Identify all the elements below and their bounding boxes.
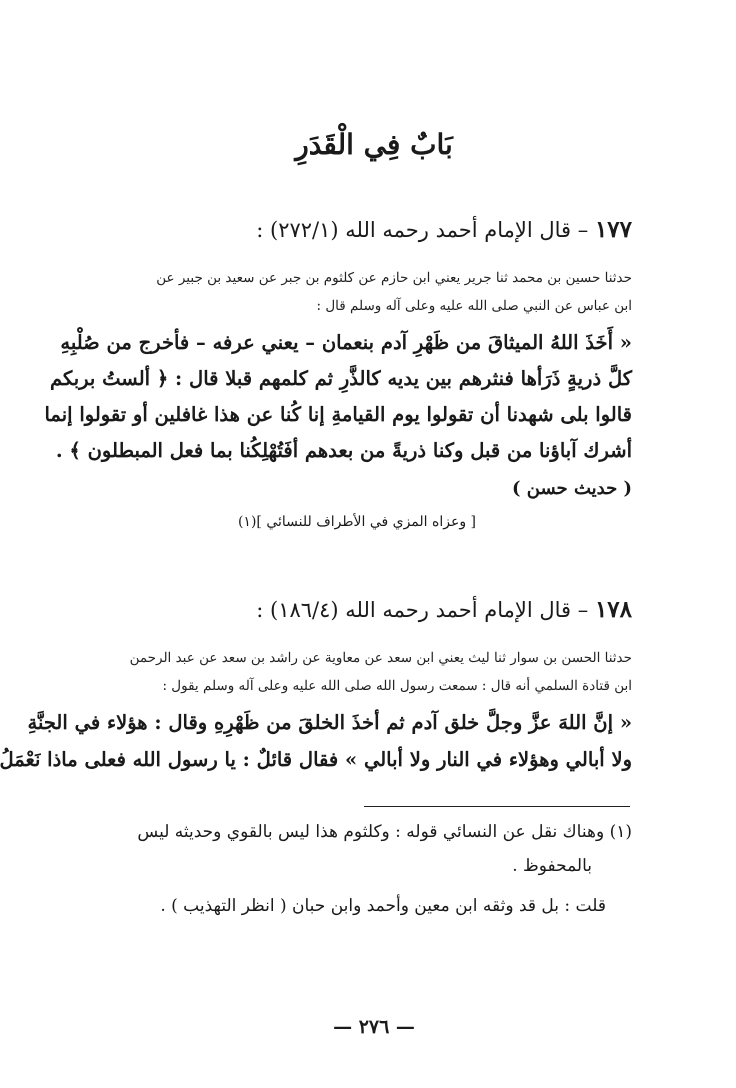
matn-line: قالوا بلى شهدنا أن تقولوا يوم القيامةِ إنا كُنا عن هذا غافلين أو تقولوا إنما: [44, 403, 632, 426]
matn-line: كلَّ ذريةٍ ذَرَأها فنثرهم بين يديه كالذَّرِ ثم كلمهم قبلا قال : ﴿ ألستُ بربكم: [50, 367, 632, 390]
hadith-177-header: [116, 216, 632, 243]
hadith-header-text: – قال الإمام أحمد رحمه الله (١٨٦/٤) :: [256, 598, 589, 622]
page-number: — ٢٧٦ —: [333, 1016, 415, 1038]
matn-line: « إنَّ اللهَ عزَّ وجلَّ خلق آدم ثم أخذَ الخلقَ من ظَهْرِهِ وقال : هؤلاء في الجنَّةِ: [27, 711, 632, 734]
isnad-line: ابن عباس عن النبي صلى الله عليه وعلى آله وسلم قال :: [316, 298, 632, 314]
chapter-title: بَابٌ فِي الْقَدَرِ: [295, 128, 453, 161]
hadith-number: ١٧٧: [594, 216, 632, 243]
footnote-line: قلت : بل قد وثقه ابن معين وأحمد وابن حبان ( انظر التهذيب ) .: [160, 896, 606, 916]
matn-line: « أَخَذَ اللهُ الميثاقَ من ظَهْرِ آدم بنعمان – يعني عرفه – فأخرج من صُلْبِهِ: [60, 331, 632, 354]
hadith-header-text: – قال الإمام أحمد رحمه الله (٢٧٢/١) :: [256, 218, 589, 242]
reference-note: [ وعزاه المزي في الأطراف للنسائي ](١): [237, 514, 476, 530]
footnote-separator: [364, 806, 630, 807]
footnote-line: بالمحفوظ .: [512, 856, 592, 876]
hadith-number: ١٧٨: [594, 596, 632, 623]
isnad-line: حدثنا حسين بن محمد ثنا جرير يعني ابن حازم عن كلثوم بن جبر عن سعيد بن جبير عن: [156, 270, 632, 286]
isnad-line: ابن قتادة السلمي أنه قال : سمعت رسول الله صلى الله عليه وعلى آله وسلم يقول :: [162, 678, 632, 694]
footnote-line: (١) وهناك نقل عن النسائي قوله : وكلثوم هذا ليس بالقوي وحديثه ليس: [137, 822, 632, 842]
matn-line: أشرك آباؤنا من قبل وكنا ذريةً من بعدهم أفَتُهْلِكُنا بما فعل المبطلون ﴾ .: [55, 439, 632, 462]
hadith-178-header: [116, 596, 632, 623]
matn-line: ولا أبالي وهؤلاء في النار ولا أبالي » فقال قائلٌ : يا رسول الله فعلى ماذا نَعْمَلُ: [0, 748, 632, 771]
isnad-line: حدثنا الحسن بن سوار ثنا ليث يعني ابن سعد عن معاوية عن راشد بن سعد عن عبد الرحمن: [129, 650, 632, 666]
hadith-grade: ( حديث حسن ): [512, 478, 632, 499]
